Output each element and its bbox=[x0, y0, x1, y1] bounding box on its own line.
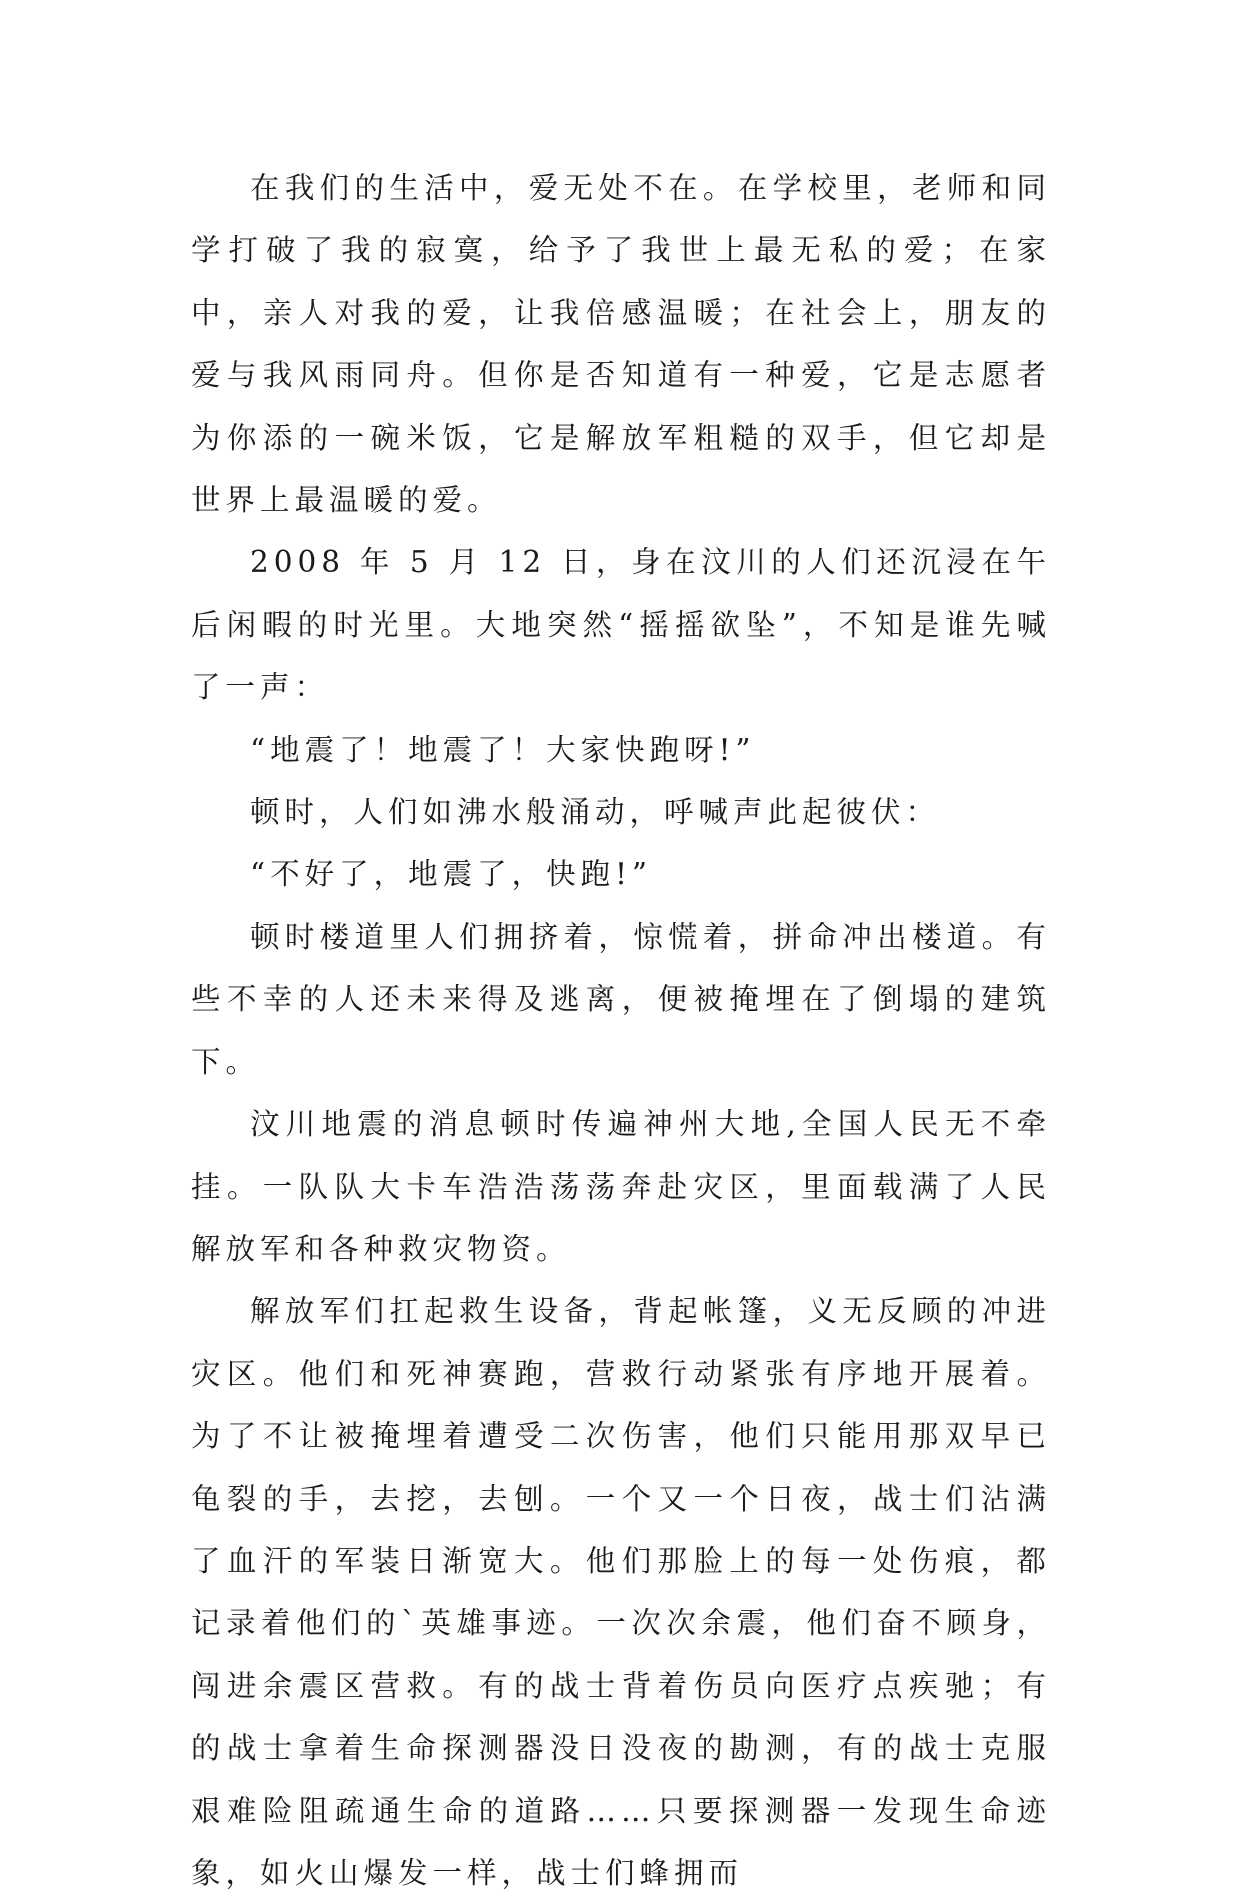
paragraph-shout-1: “地震了！地震了！大家快跑呀!” bbox=[250, 732, 756, 767]
paragraph-intro: 在我们的生活中，爱无处不在。在学校里，老师和同学打破了我的寂寞，给予了我世上最无私的爱；在家中，亲人对我的爱，让我倍感温暖；在社会上，朋友的爱与我风雨同舟。但你是否知道有一种爱，它是志愿者为你添的一碗米饭，它是解放军粗糙的双手，但它却是世界上最温暖的爱。 bbox=[191, 171, 1051, 518]
paragraph-stairwell: 顿时楼道里人们拥挤着，惊慌着，拼命冲出楼道。有些不幸的人还未来得及逃离，便被掩埋在了倒塌的建筑下。 bbox=[191, 919, 1051, 1079]
paragraph-earthquake-date: 2008 年 5 月 12 日，身在汶川的人们还沉浸在午后闲暇的时光里。大地突然“摇摇欲坠”，不知是谁先喊了一声： bbox=[191, 545, 1051, 705]
paragraph-crowd: 顿时，人们如沸水般涌动，呼喊声此起彼伏： bbox=[250, 795, 941, 830]
paragraph-rescue: 解放军们扛起救生设备，背起帐篷，义无反顾的冲进灾区。他们和死神赛跑，营救行动紧张有序地开展着。为了不让被掩埋着遭受二次伤害，他们只能用那双早已龟裂的手，去挖，去刨。一个又一个日夜，战士们沾满了血汗的军装日渐宽大。他们那脸上的每一处伤痕，都记录着他们的`英雄事迹。一次次余震，他们奋不顾身，闯进余震区营救。有的战士背着伤员向医疗点疾驰；有的战士拿着生命探测器没日没夜的勘测，有的战士克服艰难险阻疏通生命的道路……只要探测器一发现生命迹象，如火山爆发一样，战士们蜂拥而 bbox=[191, 1294, 1051, 1890]
paragraph-shout-2: “不好了，地震了，快跑!” bbox=[250, 857, 653, 892]
essay-body bbox=[191, 157, 1051, 1904]
paragraph-news: 汶川地震的消息顿时传遍神州大地,全国人民无不牵挂。一队队大卡车浩浩荡荡奔赴灾区，里面载满了人民解放军和各种救灾物资。 bbox=[191, 1107, 1051, 1266]
